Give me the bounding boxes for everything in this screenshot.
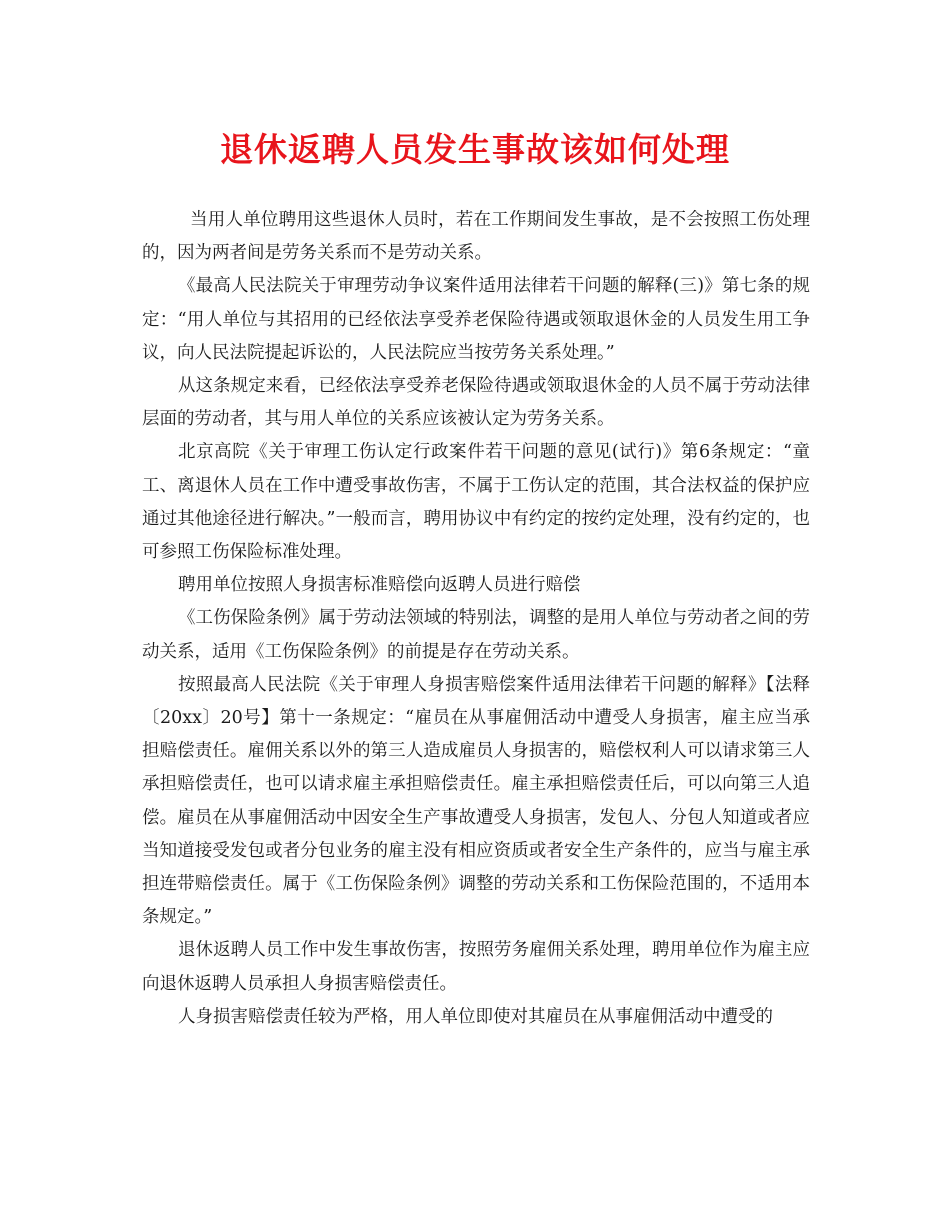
paragraph-3: 从这条规定来看，已经依法享受养老保险待遇或领取退休金的人员不属于劳动法律层面的劳动者，其与用人单位的关系应该被认定为劳务关系。 [142,376,810,430]
paragraph-2: 《最高人民法院关于审理劳动争议案件适用法律若干问题的解释(三)》第七条的规定：“用人单位与其招用的已经依法享受养老保险待遇或领取退休金的人员发生用工争议，向人民法院提起诉讼的，人民法院应当按劳务关系处理。” [142,276,810,363]
document-title: 退休返聘人员发生事故该如何处理 [220,130,730,169]
paragraph-9: 人身损害赔偿责任较为严格，用人单位即使对其雇员在从事雇佣活动中遭受的 [178,1006,773,1027]
paragraph-1: 当用人单位聘用这些退休人员时，若在工作期间发生事故，是不会按照工伤处理的，因为两者间是劳务关系而不是劳动关系。 [142,210,810,264]
paragraph-4: 北京高院《关于审理工伤认定行政案件若干问题的意见(试行)》第6条规定：“童工、离退休人员在工作中遭受事故伤害，不属于工伤认定的范围，其合法权益的保护应通过其他途径进行解决。”一般而言，聘用协议中有约定的按约定处理，没有约定的，也可参照工伤保险标准处理。 [142,442,810,563]
document-body [142,204,810,1034]
paragraph-6: 《工伤保险条例》属于劳动法领域的特别法，调整的是用人单位与劳动者之间的劳动关系，适用《工伤保险条例》的前提是存在劳动关系。 [142,608,810,662]
paragraph-5: 聘用单位按照人身损害标准赔偿向返聘人员进行赔偿 [178,575,581,596]
paragraph-8: 退休返聘人员工作中发生事故伤害，按照劳务雇佣关系处理，聘用单位作为雇主应向退休返聘人员承担人身损害赔偿责任。 [142,940,810,994]
paragraph-7: 按照最高人民法院《关于审理人身损害赔偿案件适用法律若干问题的解释》【法释〔20xx〕20号】第十一条规定：“雇员在从事雇佣活动中遭受人身损害，雇主应当承担赔偿责任。雇佣关系以外的第三人造成雇员人身损害的，赔偿权利人可以请求第三人承担赔偿责任，也可以请求雇主承担赔偿责任。雇主承担赔偿责任后，可以向第三人追偿。雇员在从事雇佣活动中因安全生产事故遭受人身损害，发包人、分包人知道或者应当知道接受发包或者分包业务的雇主没有相应资质或者安全生产条件的，应当与雇主承担连带赔偿责任。属于《工伤保险条例》调整的劳动关系和工伤保险范围的，不适用本条规定。” [142,674,810,928]
